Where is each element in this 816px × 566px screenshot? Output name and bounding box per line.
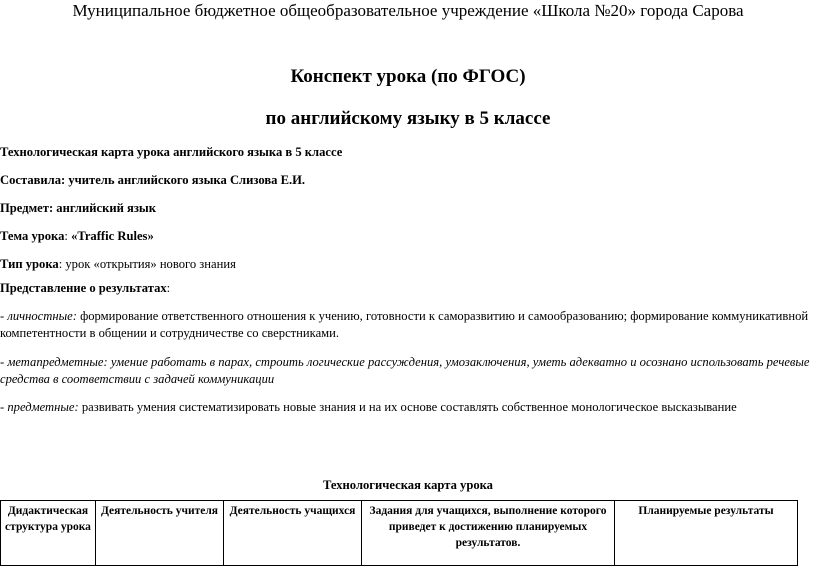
author-line: Составила: учитель английского языка Слизова Е.И.	[0, 173, 306, 187]
lesson-type-label: Тип урока	[0, 257, 59, 271]
header-cell-results: Планируемые результаты	[615, 501, 798, 566]
tech-card-title: Технологическая карта урока	[323, 478, 493, 492]
header-cell-structure: Дидактическая структура урока	[1, 501, 96, 566]
header-cell-tasks: Задания для учащихся, выполнение которого приведет к достижению планируемых результатов.	[362, 501, 615, 566]
meta-label: метапредметные:	[7, 355, 108, 369]
subject-results	[0, 399, 814, 416]
personal-text: формирование ответственного отношения к учению, готовности к саморазвитию и самообразованию; формирование коммуникативной компетентности в общении и сотрудничестве со сверстниками.	[0, 309, 809, 340]
meta-text: умение работать в парах, строить логические рассуждения, умозаключения, уметь адекватно и осознано использовать речевые средства в соответствии с задачей коммуникации	[0, 355, 810, 386]
topic-value: «Traffic Rules»	[71, 229, 154, 243]
lesson-type-value: : урок «открытия» нового знания	[58, 257, 236, 271]
meta-results	[0, 354, 814, 388]
results-colon: :	[166, 281, 171, 295]
document-subtitle: по английскому языку в 5 классе	[265, 108, 551, 129]
header-cell-students: Деятельность учащихся	[224, 501, 362, 566]
table-header-row	[1, 501, 798, 566]
results-label: Представление о результатах	[0, 281, 167, 295]
personal-label: личностные:	[7, 309, 77, 323]
school-header: Муниципальное бюджетное общеобразовательное учреждение «Школа №20» города Сарова	[72, 1, 744, 20]
subject-prefix: -	[0, 400, 8, 414]
tech-map-line: Технологическая карта урока английского языка в 5 классе	[0, 145, 343, 159]
lesson-type-line	[0, 256, 236, 272]
header-cell-teacher: Деятельность учителя	[96, 501, 224, 566]
topic-label: Тема урока	[0, 229, 65, 243]
tech-card-table	[0, 500, 798, 566]
meta-prefix: -	[0, 355, 8, 369]
subject-label: предметные:	[7, 400, 79, 414]
personal-prefix: -	[0, 309, 8, 323]
topic-separator: :	[64, 229, 72, 243]
subject-text: развивать умения систематизировать новые знания и на их основе составлять собственное монологическое высказывание	[78, 400, 737, 414]
subject-line: Предмет: английский язык	[0, 201, 156, 215]
topic-line	[0, 228, 154, 244]
results-heading	[0, 280, 170, 296]
document-title: Конспект урока (по ФГОС)	[290, 66, 526, 87]
personal-results	[0, 308, 814, 342]
